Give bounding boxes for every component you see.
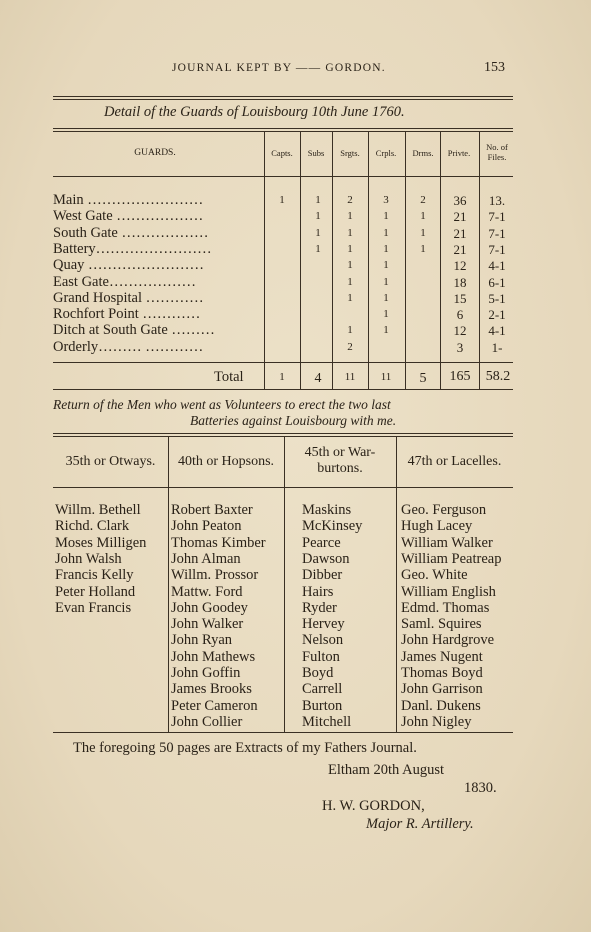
volunteers-header-rule — [53, 487, 513, 488]
guard-name: Rochfort Point ………… — [53, 306, 201, 323]
guards-column-divider — [264, 131, 265, 389]
guard-subs-cell: 1 — [315, 210, 321, 223]
volunteer-name: Willm. Prossor — [171, 567, 259, 584]
guards-column-divider — [405, 131, 406, 389]
guards-column-divider — [479, 131, 480, 389]
guard-crpls-cell: 1 — [383, 324, 389, 337]
volunteers-header-35th: 35th or Otways. — [65, 454, 156, 469]
volunteers-divider-2 — [284, 436, 285, 732]
volunteer-name: Danl. Dukens — [401, 697, 481, 714]
volunteer-name: Thomas Kimber — [171, 534, 266, 551]
guard-privte-cell: 3 — [456, 339, 464, 355]
total-subs: 4 — [314, 371, 322, 386]
guard-crpls-cell: 1 — [383, 275, 389, 288]
volunteer-name: Peter Cameron — [171, 697, 258, 714]
volunteer-name: Carrell — [302, 681, 343, 698]
volunteer-name: James Brooks — [171, 681, 252, 698]
guard-crpls-cell: 3 — [383, 194, 389, 206]
guard-drms-cell: 1 — [420, 210, 426, 223]
guard-crpls-cell: 1 — [383, 226, 389, 239]
volunteer-name: John Mathews — [171, 648, 256, 665]
guard-name: Grand Hospital ………… — [53, 289, 204, 306]
guards-header-rule — [53, 176, 513, 177]
volunteers-bottom-rule — [53, 732, 513, 733]
total-crpls: 11 — [380, 371, 392, 383]
guards-header-subs: Subs — [307, 148, 325, 158]
guard-files-cell: 4-1 — [488, 323, 506, 339]
guard-drms-cell: 1 — [420, 226, 426, 239]
guard-privte-cell: 12 — [453, 258, 467, 274]
guard-privte-cell: 36 — [453, 193, 467, 208]
footer-place-date: Eltham 20th August — [328, 762, 444, 778]
guard-capts-cell: 1 — [279, 194, 285, 206]
volunteer-name: Edmd. Thomas — [401, 599, 490, 616]
volunteer-name: Willm. Bethell — [55, 502, 141, 518]
guard-privte-cell: 12 — [453, 323, 467, 339]
guard-subs-cell: 1 — [315, 242, 321, 255]
volunteer-name: Geo. White — [401, 567, 468, 584]
volunteer-name: John Hardgrove — [401, 632, 495, 649]
volunteer-name: William English — [401, 583, 496, 600]
volunteer-name: Mattw. Ford — [171, 583, 243, 600]
guards-column-divider — [440, 131, 441, 389]
volunteer-name: Nelson — [302, 632, 344, 649]
footer-rank: Major R. Artillery. — [366, 816, 474, 832]
guards-column-divider — [368, 131, 369, 389]
guard-files-cell: 6-1 — [488, 274, 506, 290]
volunteer-name: Burton — [302, 697, 343, 714]
guard-name: Quay …………………… — [53, 257, 205, 274]
guard-privte-cell: 6 — [456, 307, 464, 323]
volunteer-name: John Alman — [171, 550, 241, 567]
guards-header-name: GUARDS. — [134, 148, 176, 158]
guard-srgts-cell: 1 — [347, 242, 353, 255]
volunteer-name: James Nugent — [401, 648, 483, 665]
guard-srgts-cell: 2 — [347, 194, 353, 206]
volunteer-name: Maskins — [302, 502, 352, 518]
volunteer-name: Evan Francis — [55, 599, 132, 616]
guard-name: East Gate……………… — [53, 273, 196, 290]
guard-privte-cell: 15 — [453, 290, 467, 306]
volunteers-top-rule — [53, 433, 513, 434]
guard-srgts-cell: 1 — [347, 210, 353, 223]
guards-header-privte: Privte. — [447, 148, 471, 158]
footer-signature: H. W. GORDON, — [322, 798, 425, 814]
volunteers-divider-3 — [396, 436, 397, 732]
guard-crpls-cell: 1 — [383, 242, 389, 255]
volunteer-name: John Nigley — [401, 713, 472, 730]
running-head-title: JOURNAL KEPT BY —— GORDON. — [172, 62, 386, 74]
page-number: 153 — [484, 60, 505, 75]
volunteer-name: Geo. Ferguson — [401, 502, 487, 518]
volunteer-name: John Goodey — [171, 599, 248, 616]
total-capts: 1 — [279, 371, 285, 383]
total-srgts: 11 — [344, 371, 356, 383]
volunteer-name: John Ryan — [171, 632, 233, 649]
volunteer-name: Peter Holland — [55, 583, 136, 600]
guards-header-srgts: Srgts. — [340, 148, 360, 158]
volunteers-caption-line1: Return of the Men who went as Volunteers to erect the two last — [53, 397, 391, 412]
volunteer-name: Hairs — [302, 583, 334, 600]
guards-total-rule — [53, 362, 513, 363]
guards-header-crpls: Crpls. — [375, 148, 397, 158]
total-privte: 165 — [449, 369, 471, 384]
guard-name: Battery…………………… — [53, 240, 212, 257]
guards-bottom-rule — [53, 389, 513, 390]
volunteer-name: John Garrison — [401, 681, 483, 698]
volunteer-name: Francis Kelly — [55, 567, 134, 584]
guards-total-label: Total — [214, 369, 244, 385]
volunteer-name: McKinsey — [302, 518, 363, 535]
guard-srgts-cell: 1 — [347, 226, 353, 239]
footer-year: 1830. — [464, 780, 497, 796]
footer-note: The foregoing 50 pages are Extracts of my Fathers Journal. — [73, 740, 417, 756]
guard-name: Main …………………… — [53, 192, 204, 208]
guards-column-divider — [332, 131, 333, 389]
top-rule — [53, 96, 513, 97]
guard-files-cell: 1- — [491, 339, 503, 355]
guard-subs-cell: 1 — [315, 226, 321, 239]
guard-name: West Gate ……………… — [53, 208, 204, 225]
volunteer-name: Hugh Lacey — [401, 518, 473, 535]
volunteer-name: Dibber — [302, 567, 343, 584]
guard-name: Ditch at South Gate ……… — [53, 322, 215, 339]
guard-privte-cell: 18 — [453, 274, 467, 290]
running-head — [0, 62, 591, 80]
volunteer-name: John Walker — [171, 616, 244, 633]
volunteer-name: John Collier — [171, 713, 243, 730]
volunteer-name: Robert Baxter — [171, 502, 253, 518]
guard-privte-cell: 21 — [453, 225, 467, 241]
guards-caption-rule — [53, 128, 513, 129]
guard-files-cell: 4-1 — [488, 258, 506, 274]
volunteer-name: John Walsh — [55, 550, 122, 567]
volunteer-name: John Peaton — [171, 518, 242, 535]
top-rule-2 — [53, 99, 513, 100]
guard-srgts-cell: 1 — [347, 324, 353, 337]
guard-crpls-cell: 1 — [383, 210, 389, 223]
volunteer-name: Fulton — [302, 648, 340, 665]
volunteer-name: Boyd — [302, 665, 334, 681]
volunteer-name: William Peatreap — [401, 550, 502, 567]
total-drms: 5 — [419, 371, 427, 386]
guard-subs-cell: 1 — [315, 194, 321, 206]
guard-files-cell: 7-1 — [488, 209, 506, 225]
guard-files-cell: 13. — [488, 193, 506, 208]
volunteer-name: William Walker — [401, 534, 493, 551]
volunteer-name: Dawson — [302, 550, 350, 567]
volunteer-name: Ryder — [302, 599, 337, 616]
guard-files-cell: 2-1 — [488, 307, 506, 323]
volunteer-name: Richd. Clark — [55, 518, 130, 535]
guard-files-cell: 5-1 — [488, 290, 506, 306]
guard-privte-cell: 21 — [453, 241, 467, 257]
volunteers-header-40th: 40th or Hopsons. — [177, 454, 275, 469]
guard-files-cell: 7-1 — [488, 225, 506, 241]
guard-name: Orderly……… ………… — [53, 338, 204, 355]
guard-drms-cell: 1 — [420, 242, 426, 255]
guard-srgts-cell: 1 — [347, 259, 353, 272]
volunteer-name: Thomas Boyd — [401, 665, 483, 681]
guard-crpls-cell: 1 — [383, 291, 389, 304]
volunteers-top-rule-2 — [53, 436, 513, 437]
guard-files-cell: 7-1 — [488, 241, 506, 257]
volunteers-header-47th: 47th or Lacelles. — [407, 454, 502, 469]
guard-srgts-cell: 1 — [347, 291, 353, 304]
volunteer-name: Mitchell — [302, 713, 352, 730]
guard-srgts-cell: 1 — [347, 275, 353, 288]
guard-crpls-cell: 1 — [383, 308, 389, 321]
guards-caption-rule-2 — [53, 131, 513, 132]
guard-srgts-cell: 2 — [347, 340, 353, 353]
volunteers-header-45th: 45th or War-burtons. — [304, 445, 376, 476]
guards-header-capts: Capts. — [271, 148, 293, 158]
guards-column-divider — [300, 131, 301, 389]
volunteer-name: Hervey — [302, 616, 345, 633]
total-files: 58.2 — [485, 369, 511, 384]
guard-crpls-cell: 1 — [383, 259, 389, 272]
guard-privte-cell: 21 — [453, 209, 467, 225]
volunteer-name: John Goffin — [171, 665, 241, 681]
volunteer-name: Pearce — [302, 534, 341, 551]
volunteers-divider-1 — [168, 436, 169, 732]
volunteer-name: Moses Milligen — [55, 534, 147, 551]
volunteers-caption-line2: Batteries against Louisbourg with me. — [190, 413, 397, 428]
guard-drms-cell: 2 — [420, 194, 426, 206]
guards-header-drms: Drms. — [412, 148, 434, 158]
volunteer-name: Saml. Squires — [401, 616, 482, 633]
guard-name: South Gate ……………… — [53, 224, 209, 241]
guards-caption: Detail of the Guards of Louisbourg 10th June 1760. — [104, 104, 405, 120]
guards-header-files: No. of Files. — [486, 142, 508, 162]
